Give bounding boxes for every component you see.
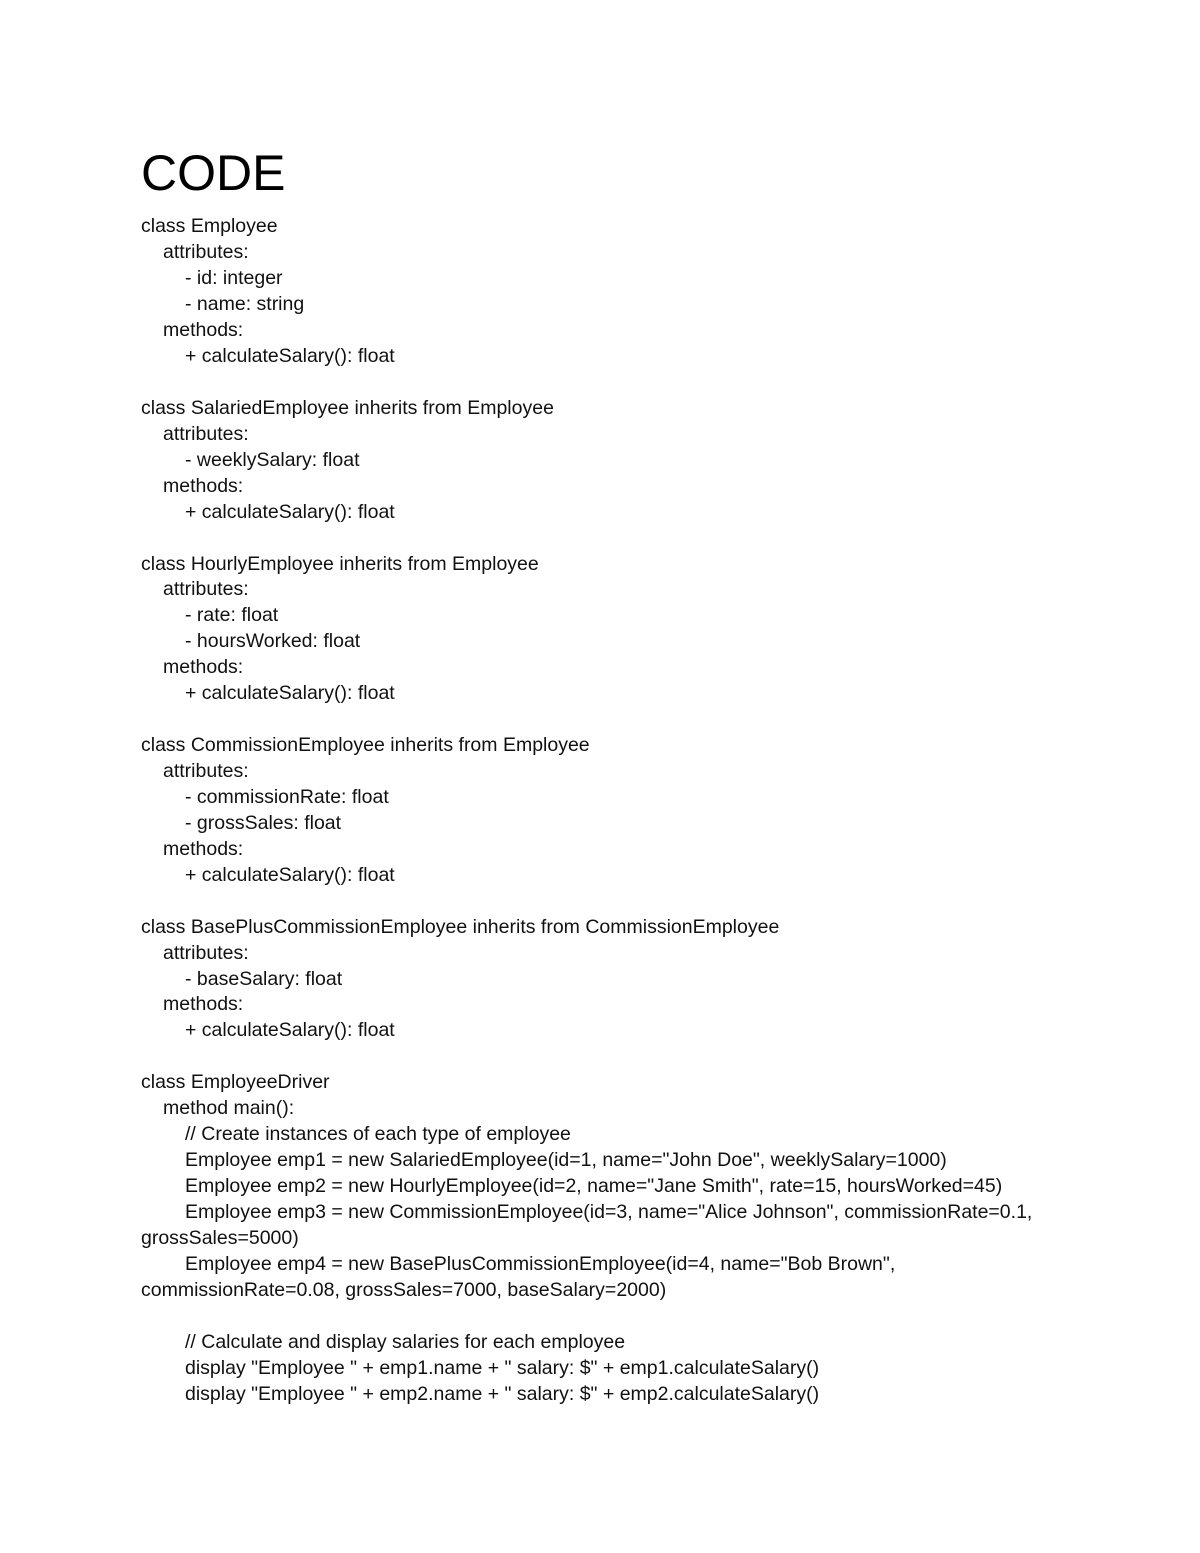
code-line: attributes:: [163, 942, 249, 964]
code-line: methods:: [163, 475, 244, 497]
code-line: attributes:: [163, 241, 249, 263]
code-line: attributes:: [163, 423, 249, 445]
code-line: + calculateSalary(): float: [185, 864, 395, 886]
code-line: - baseSalary: float: [185, 968, 343, 990]
code-line: class BasePlusCommissionEmployee inherits from CommissionEmployee: [141, 916, 780, 938]
code-comment: // Calculate and display salaries for each employee: [185, 1331, 626, 1353]
code-line: class SalariedEmployee inherits from Employee: [141, 397, 554, 419]
code-line: + calculateSalary(): float: [185, 501, 395, 523]
code-line: - hoursWorked: float: [185, 630, 361, 652]
code-line: - name: string: [185, 293, 305, 315]
code-line: attributes:: [163, 578, 249, 600]
code-line: commissionRate=0.08, grossSales=7000, baseSalary=2000): [141, 1279, 667, 1301]
code-line: display "Employee " + emp1.name + " salary: $" + emp1.calculateSalary(): [185, 1357, 820, 1379]
code-line: Employee emp4 = new BasePlusCommissionEmployee(id=4, name="Bob Brown",: [185, 1253, 896, 1275]
code-line: class Employee: [141, 215, 278, 237]
code-line: methods:: [163, 993, 244, 1015]
code-line: class CommissionEmployee inherits from Employee: [141, 734, 590, 756]
code-line: - id: integer: [185, 267, 283, 289]
code-line: class HourlyEmployee inherits from Employee: [141, 553, 539, 575]
code-line: + calculateSalary(): float: [185, 682, 395, 704]
code-line: grossSales=5000): [141, 1227, 299, 1249]
code-line: - weeklySalary: float: [185, 449, 360, 471]
code-line: + calculateSalary(): float: [185, 1019, 395, 1041]
code-line: - commissionRate: float: [185, 786, 389, 808]
code-comment: // Create instances of each type of employee: [185, 1123, 571, 1145]
page-title: CODE: [141, 145, 286, 201]
code-line: methods:: [163, 656, 244, 678]
code-line: - rate: float: [185, 604, 279, 626]
code-line: - grossSales: float: [185, 812, 342, 834]
code-line: + calculateSalary(): float: [185, 345, 395, 367]
code-line: methods:: [163, 838, 244, 860]
code-line: class EmployeeDriver: [141, 1071, 330, 1093]
code-line: methods:: [163, 319, 244, 341]
code-line: method main():: [163, 1097, 295, 1119]
code-line: Employee emp3 = new CommissionEmployee(id=3, name="Alice Johnson", commissionRate=0.1,: [185, 1201, 1033, 1223]
code-line: attributes:: [163, 760, 249, 782]
code-line: Employee emp2 = new HourlyEmployee(id=2, name="Jane Smith", rate=15, hoursWorked=45): [185, 1175, 1003, 1197]
code-line: Employee emp1 = new SalariedEmployee(id=1, name="John Doe", weeklySalary=1000): [185, 1149, 947, 1171]
code-line: display "Employee " + emp2.name + " salary: $" + emp2.calculateSalary(): [185, 1383, 820, 1405]
